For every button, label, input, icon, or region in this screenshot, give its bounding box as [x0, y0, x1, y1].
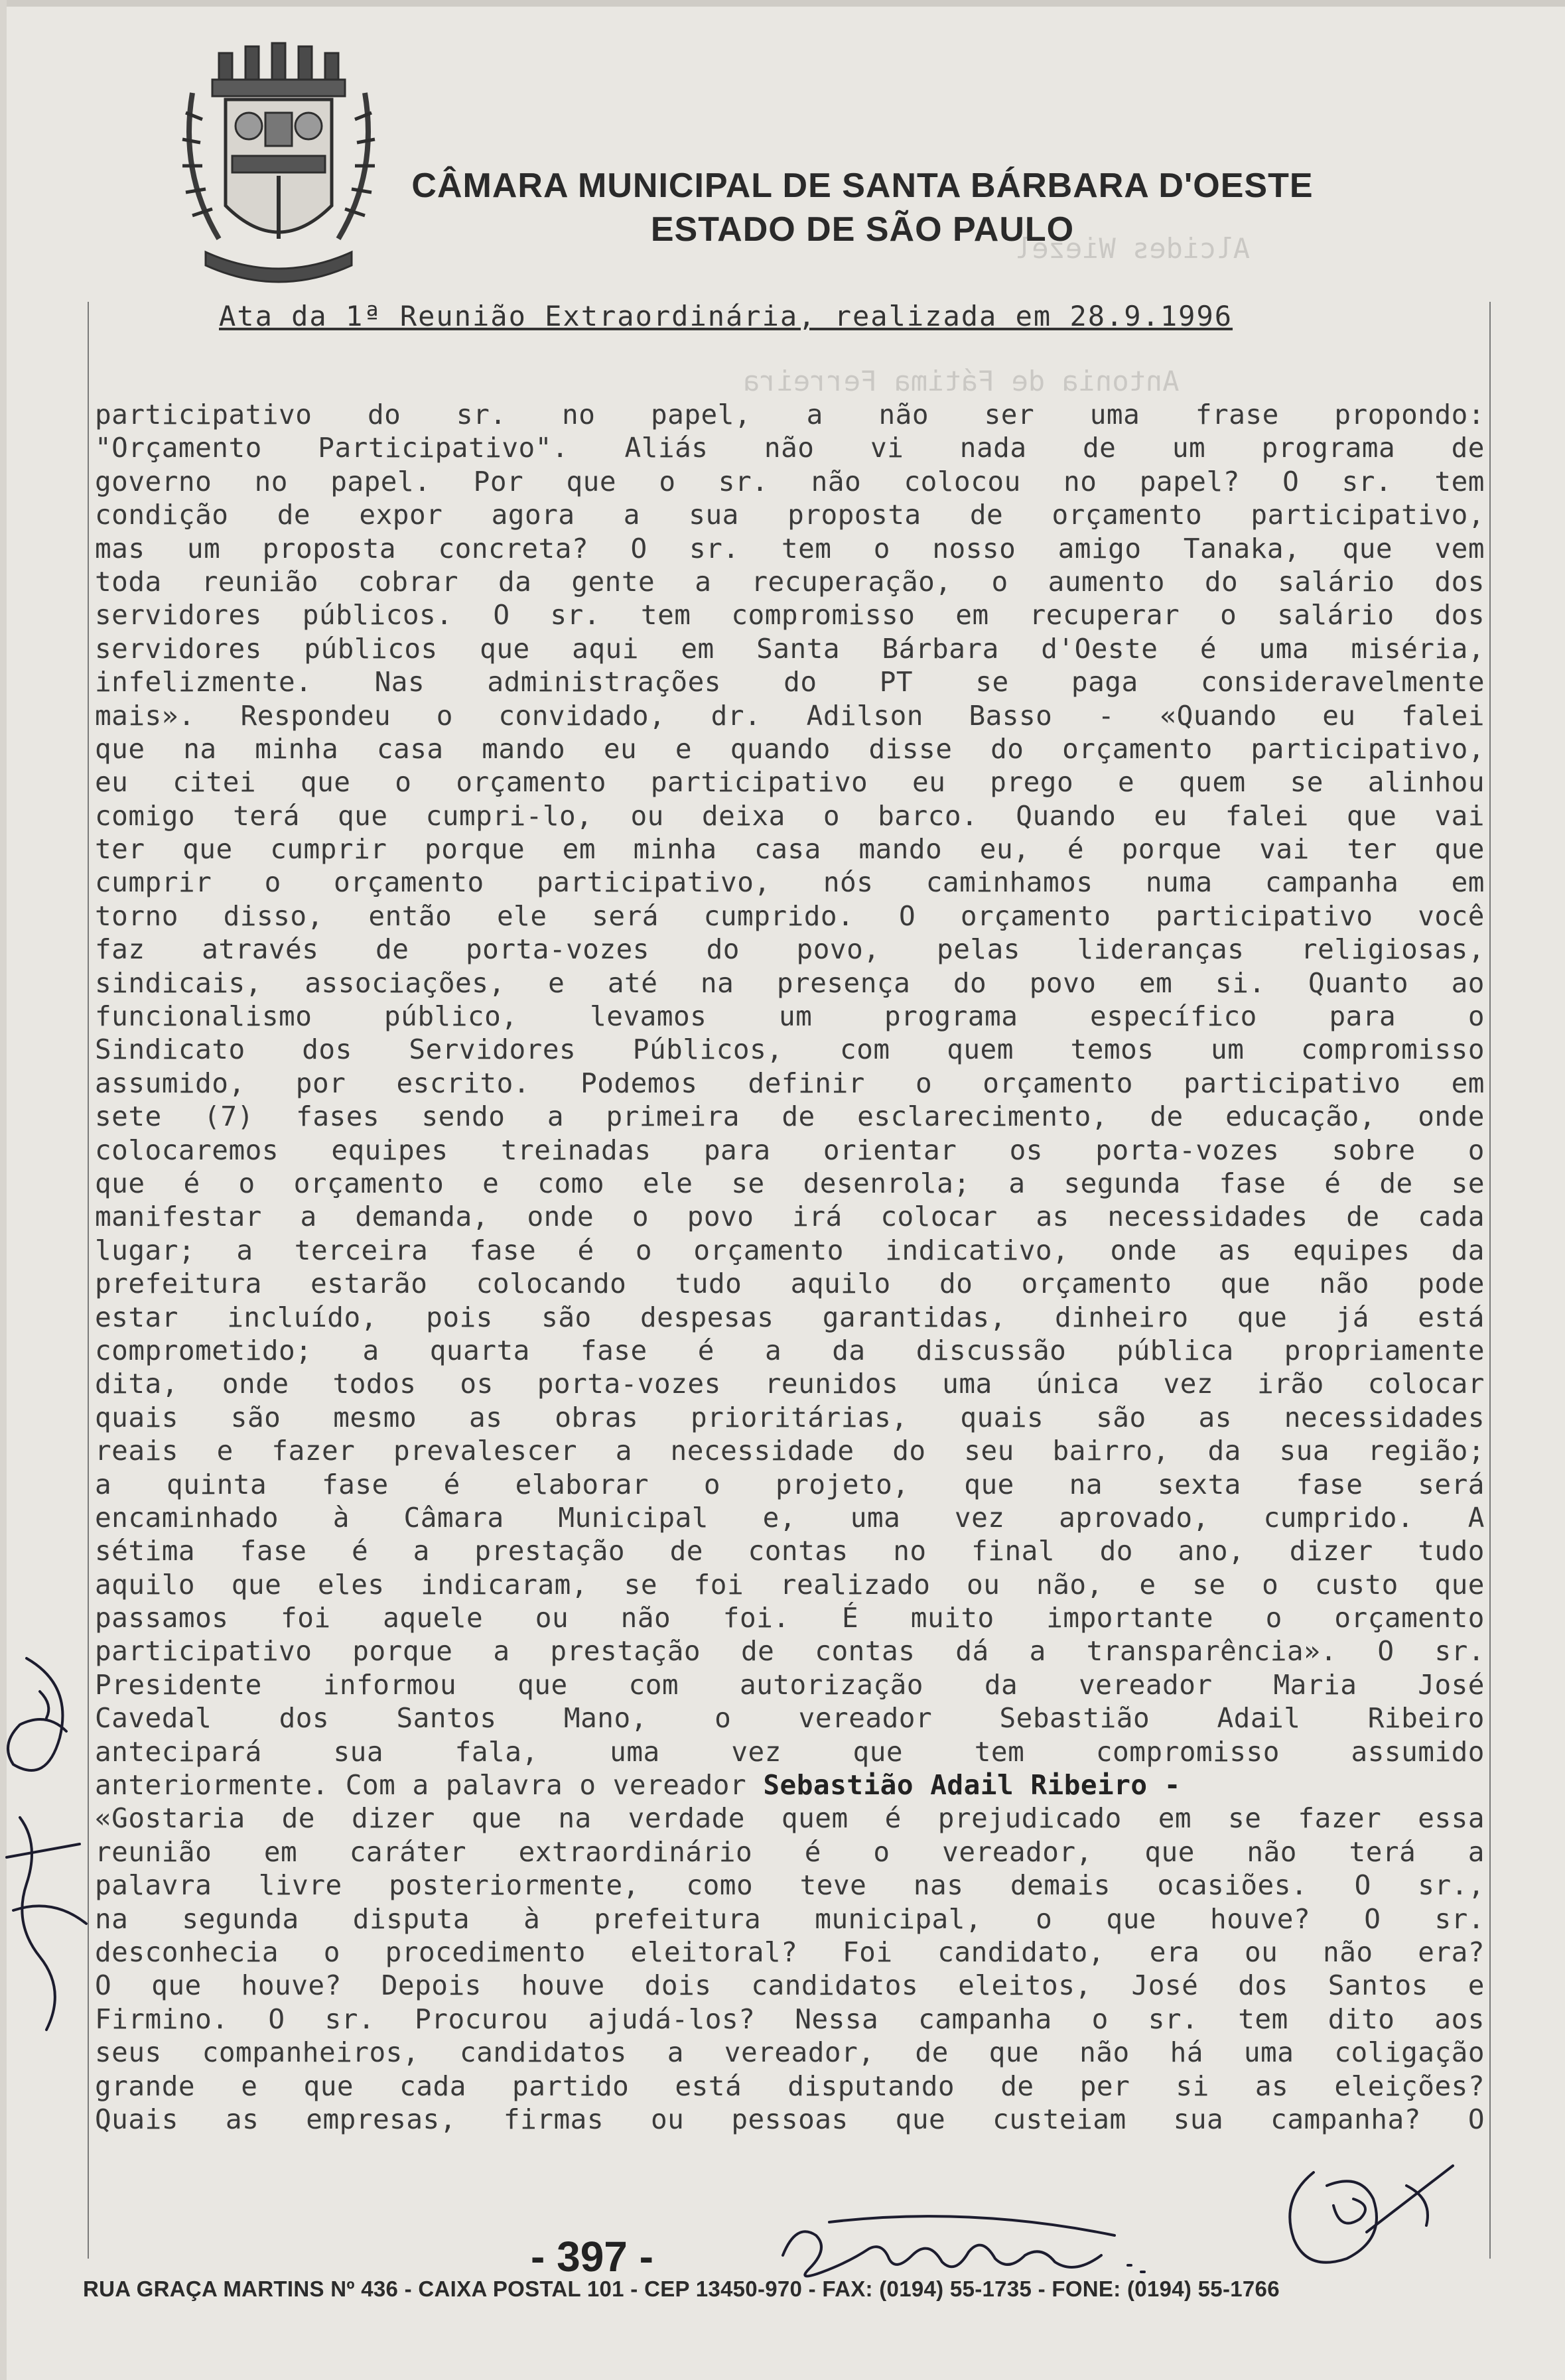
margin-signature	[0, 1645, 93, 2043]
body-line-text: anteriormente. Com a palavra o vereador	[95, 1769, 764, 1802]
body-line: desconhecia o procedimento eleitoral? Foi candidato, era ou não era?	[95, 1936, 1485, 1968]
body-line: reais e fazer prevalescer a necessidade do seu bairro, da sua região;	[95, 1435, 1485, 1467]
body-line: condição de expor agora a sua proposta de orçamento participativo,	[95, 499, 1485, 531]
body-line: torno disso, então ele será cumprido. O orçamento participativo você	[95, 899, 1485, 932]
body-line: participativo porque a prestação de contas dá a transparência». O sr.	[95, 1635, 1485, 1668]
body-line: Sindicato dos Servidores Públicos, com quem temos um compromisso	[95, 1033, 1485, 1066]
body-line: participativo do sr. no papel, a não ser uma frase propondo:	[95, 399, 1485, 430]
body-line: passamos foi aquele ou não foi. É muito importante o orçamento	[95, 1602, 1485, 1634]
body-line: lugar; a terceira fase é o orçamento indicativo, onde as equipes da	[95, 1234, 1485, 1266]
state-name: ESTADO DE SÃO PAULO	[650, 210, 1075, 249]
body-line: faz através de porta-vozes do povo, pelas lideranças religiosas,	[95, 933, 1485, 966]
body-line: Cavedal dos Santos Mano, o vereador Sebastião Adail Ribeiro	[95, 1702, 1485, 1735]
minutes-body	[95, 398, 1485, 2136]
body-line: manifestar a demanda, onde o povo irá colocar as necessidades de cada	[95, 1201, 1485, 1233]
footer-address: RUA GRAÇA MARTINS Nº 436 - CAIXA POSTAL 101 - CEP 13450-970 - FAX: (0194) 55-1735 - FONE: (0194) 55-1766	[83, 2277, 1280, 2301]
body-line: ter que cumprir porque em minha casa mando eu, é porque vai ter que	[95, 833, 1485, 866]
body-line: servidores públicos. O sr. tem compromisso em recuperar o salário dos	[95, 599, 1485, 631]
body-line: "Orçamento Participativo". Aliás não vi nada de um programa de	[95, 432, 1485, 464]
body-line: comigo terá que cumpri-lo, ou deixa o barco. Quando eu falei que vai	[95, 799, 1485, 832]
body-line: Quais as empresas, firmas ou pessoas que custeiam sua campanha? O	[95, 2103, 1485, 2135]
bleed-through-text: Antonia de Fátima Ferreira	[743, 365, 1180, 397]
body-line: Presidente informou que com autorização da vereador Maria José	[95, 1668, 1485, 1701]
coat-of-arms-emblem	[166, 40, 391, 292]
body-line: O que houve? Depois houve dois candidatos eleitos, José dos Santos e	[95, 1969, 1485, 2002]
body-line: grande e que cada partido está disputando de per si as eleições?	[95, 2070, 1485, 2102]
body-line: antecipará sua fala, uma vez que tem compromisso assumido	[95, 1735, 1485, 1768]
body-line: colocaremos equipes treinadas para orientar os porta-vozes sobre o	[95, 1134, 1485, 1166]
body-line: que é o orçamento e como ele se desenrola; a segunda fase é de se	[95, 1167, 1485, 1199]
body-line: cumprir o orçamento participativo, nós caminhamos numa campanha em	[95, 866, 1485, 899]
body-line: infelizmente. Nas administrações do PT se paga consideravelmente	[95, 666, 1485, 698]
margin-rule	[1489, 302, 1491, 2259]
body-line: quais são mesmo as obras prioritárias, quais são as necessidades	[95, 1401, 1485, 1433]
body-line: sete (7) fases sendo a primeira de esclarecimento, de educação, onde	[95, 1100, 1485, 1133]
body-line: mas um proposta concreta? O sr. tem o nosso amigo Tanaka, que vem	[95, 532, 1485, 564]
body-line: servidores públicos que aqui em Santa Bárbara d'Oeste é uma miséria,	[95, 632, 1485, 665]
minutes-title: Ata da 1ª Reunião Extraordinária, realizada em 28.9.1996	[219, 300, 1233, 332]
body-line: funcionalismo público, levamos um programa específico para o	[95, 1000, 1485, 1033]
body-line: mais». Respondeu o convidado, dr. Adilson Basso - «Quando eu falei	[95, 699, 1485, 732]
body-line: que na minha casa mando eu e quando disse do orçamento participativo,	[95, 732, 1485, 765]
page-number: - 397 -	[531, 2233, 653, 2281]
body-line: «Gostaria de dizer que na verdade quem é prejudicado em se fazer essa	[95, 1802, 1485, 1835]
body-line: sindicais, associações, e até na presença do povo em si. Quanto ao	[95, 966, 1485, 999]
body-line: palavra livre posteriormente, como teve nas demais ocasiões. O sr.,	[95, 1869, 1485, 1902]
body-line: a quinta fase é elaborar o projeto, que na sexta fase será	[95, 1468, 1485, 1500]
body-line: governo no papel. Por que o sr. não colocou no papel? O sr. tem	[95, 465, 1485, 497]
body-line: estar incluído, pois são despesas garantidas, dinheiro que já está	[95, 1301, 1485, 1333]
corner-signature	[1274, 2159, 1460, 2279]
body-line: seus companheiros, candidatos a vereador, de que não há uma coligação	[95, 2036, 1485, 2069]
bleed-through-text: Alcides Wiezel	[1015, 232, 1251, 265]
body-line: assumido, por escrito. Podemos definir o orçamento participativo em	[95, 1067, 1485, 1099]
body-line: eu citei que o orçamento participativo eu prego e quem se alinhou	[95, 766, 1485, 799]
body-line: na segunda disputa à prefeitura municipal, o que houve? O sr.	[95, 1902, 1485, 1935]
body-line: sétima fase é a prestação de contas no final do ano, dizer tudo	[95, 1535, 1485, 1567]
body-line: Firmino. O sr. Procurou ajudá-los? Nessa campanha o sr. tem dito aos	[95, 2003, 1485, 2035]
body-line: aquilo que eles indicaram, se foi realizado ou não, e se o custo que	[95, 1568, 1485, 1601]
body-line: comprometido; a quarta fase é a da discussão pública propriamente	[95, 1334, 1485, 1366]
body-line: encaminhado à Câmara Municipal e, uma vez aprovado, cumprido. A	[95, 1501, 1485, 1534]
page-edge	[0, 0, 1565, 7]
speaker-name: Sebastião Adail Ribeiro -	[763, 1769, 1181, 1802]
body-line: toda reunião cobrar da gente a recuperação, o aumento do salário dos	[95, 565, 1485, 598]
body-line: reunião em caráter extraordinário é o vereador, que não terá a	[95, 1835, 1485, 1868]
institution-name: CÂMARA MUNICIPAL DE SANTA BÁRBARA D'OESTE	[411, 166, 1314, 205]
body-line: dita, onde todos os porta-vozes reunidos uma única vez irão colocar	[95, 1368, 1485, 1400]
body-line: prefeitura estarão colocando tudo aquilo do orçamento que não pode	[95, 1268, 1485, 1300]
body-line	[95, 1768, 1485, 1802]
